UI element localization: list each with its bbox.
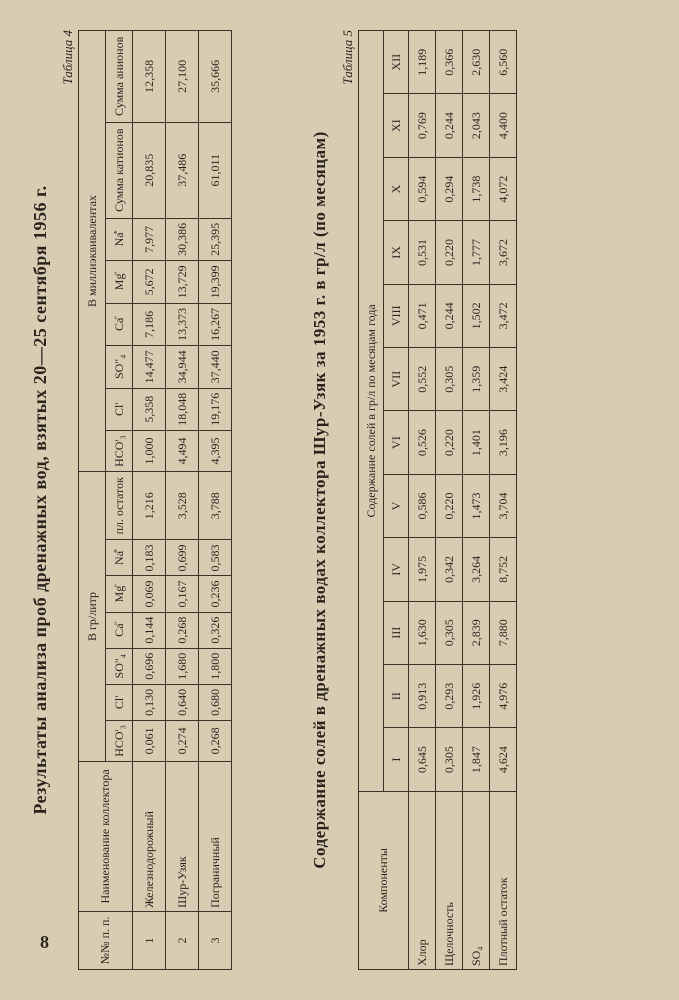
header-month: II [384, 664, 409, 727]
header-month: XI [384, 94, 409, 157]
table-cell: 0,294 [436, 157, 463, 220]
table-cell: 3,196 [490, 411, 517, 474]
table-cell: 0,594 [409, 157, 436, 220]
table-cell: 4,400 [490, 94, 517, 157]
table-cell: 0,645 [409, 728, 436, 791]
header-grl-col: SO"₄ [106, 648, 133, 684]
header-month: XII [384, 31, 409, 94]
table-row [166, 31, 199, 970]
table-cell: 1,777 [463, 221, 490, 284]
table-cell: 1,401 [463, 411, 490, 474]
table-cell: 0,326 [199, 612, 232, 648]
header-meq-col: Сумма катионов [106, 122, 133, 218]
header-grl-col: Cl' [106, 684, 133, 720]
table-cell: 0,552 [409, 348, 436, 411]
table-cell: 1,800 [199, 648, 232, 684]
table-cell: 1,680 [166, 648, 199, 684]
table-row [490, 31, 517, 970]
header-meq-col: HCO'₃ [106, 431, 133, 472]
table-cell: 3,264 [463, 538, 490, 601]
table-row [199, 31, 232, 970]
header-month: VIII [384, 284, 409, 347]
header-meq: В миллиэквивалентах [79, 31, 106, 472]
table5-title: Содержание солей в дренажных водах коллектора Шур-Узяк за 1953 г. в гр/л (по месяцам) [310, 131, 329, 869]
table-cell: 20,835 [133, 122, 166, 218]
table-cell: 1,000 [133, 431, 166, 472]
table-cell: 19,176 [199, 388, 232, 430]
rotated-page-content [20, 20, 660, 980]
table-cell: 0,305 [436, 348, 463, 411]
table-cell: 3,528 [166, 472, 199, 540]
table-cell: 35,666 [199, 31, 232, 123]
header-meq-col: Na̐ [106, 218, 133, 260]
table-cell: 0,167 [166, 576, 199, 612]
header-months-group: Содержание солей в гр/л по месяцам года [359, 31, 384, 792]
table-cell: 4,624 [490, 728, 517, 791]
table-row [436, 31, 463, 970]
table-cell: 0,069 [133, 576, 166, 612]
component-name: Плотный остаток [490, 791, 517, 969]
header-meq-col: SO"₄ [106, 346, 133, 388]
table-cell: 3,788 [199, 472, 232, 540]
table-cell: 16,267 [199, 303, 232, 345]
table-cell: 27,100 [166, 31, 199, 123]
header-num: №№ п. п. [79, 911, 133, 969]
table-cell: 7,880 [490, 601, 517, 664]
component-name: Щелочность [436, 791, 463, 969]
header-meq-col: Сумма анионов [106, 31, 133, 123]
table-cell: 2,839 [463, 601, 490, 664]
table-cell: 13,373 [166, 303, 199, 345]
header-meq-col: Cl' [106, 388, 133, 430]
table4-title: Результаты анализа проб дренажных вод, взятых 20—25 сентября 1956 г. [30, 185, 50, 815]
row-name: Шур-Узяк [166, 761, 199, 911]
table-cell: 12,358 [133, 31, 166, 123]
table-cell: 1,847 [463, 728, 490, 791]
table-cell: 7,977 [133, 218, 166, 260]
table-cell: 0,268 [199, 720, 232, 761]
header-month: VI [384, 411, 409, 474]
table-cell: 0,293 [436, 664, 463, 727]
header-meq-col: Mg̎ [106, 261, 133, 303]
table-cell: 0,366 [436, 31, 463, 94]
table-cell: 4,395 [199, 431, 232, 472]
header-month: III [384, 601, 409, 664]
table-cell: 2,043 [463, 94, 490, 157]
table-row [409, 31, 436, 970]
table-cell: 1,926 [463, 664, 490, 727]
table-cell: 13,729 [166, 261, 199, 303]
table-cell: 0,130 [133, 684, 166, 720]
table-cell: 0,769 [409, 94, 436, 157]
table-row [463, 31, 490, 970]
header-name: Наименование коллектора [79, 761, 133, 911]
header-meq-col: Ca̎ [106, 303, 133, 345]
table-cell: 0,640 [166, 684, 199, 720]
table-cell: 4,976 [490, 664, 517, 727]
table-cell: 4,494 [166, 431, 199, 472]
table-cell: 61,011 [199, 122, 232, 218]
table-cell: 0,471 [409, 284, 436, 347]
header-grl-col: HCO'₃ [106, 720, 133, 761]
header-grl: В гр/литр [79, 472, 106, 762]
table-cell: 0,244 [436, 284, 463, 347]
table-cell: 0,696 [133, 648, 166, 684]
table-cell: 18,048 [166, 388, 199, 430]
table-cell: 25,395 [199, 218, 232, 260]
table-cell: 0,220 [436, 411, 463, 474]
table-cell: 0,305 [436, 601, 463, 664]
table4 [78, 30, 232, 970]
header-grl-col: Na̐ [106, 540, 133, 576]
table-cell: 1,630 [409, 601, 436, 664]
table-cell: 0,526 [409, 411, 436, 474]
table-cell: 0,061 [133, 720, 166, 761]
table-cell: 0,274 [166, 720, 199, 761]
table-cell: 6,560 [490, 31, 517, 94]
table-cell: 0,531 [409, 221, 436, 284]
row-number: 3 [199, 911, 232, 969]
table-cell: 37,440 [199, 346, 232, 388]
header-month: IV [384, 538, 409, 601]
table-cell: 0,342 [436, 538, 463, 601]
row-number: 1 [133, 911, 166, 969]
table-cell: 0,244 [436, 94, 463, 157]
table5-tag: Таблица 5 [340, 30, 355, 85]
table-cell: 0,680 [199, 684, 232, 720]
table-cell: 7,186 [133, 303, 166, 345]
table-cell: 0,913 [409, 664, 436, 727]
table-cell: 37,486 [166, 122, 199, 218]
page-number: 8 [40, 932, 49, 952]
table-cell: 4,072 [490, 157, 517, 220]
table-cell: 30,386 [166, 218, 199, 260]
header-grl-col: Ca̎ [106, 612, 133, 648]
header-grl-col: Mg̎ [106, 576, 133, 612]
table-cell: 1,216 [133, 472, 166, 540]
header-grl-col: пл. остаток [106, 472, 133, 540]
table-cell: 1,189 [409, 31, 436, 94]
table-cell: 3,704 [490, 474, 517, 537]
table-cell: 1,975 [409, 538, 436, 601]
table-cell: 0,220 [436, 474, 463, 537]
component-name: SO₄ [463, 791, 490, 969]
table-cell: 0,699 [166, 540, 199, 576]
header-components: Компоненты [359, 791, 409, 969]
table5 [358, 30, 517, 970]
table-cell: 19,399 [199, 261, 232, 303]
header-month: V [384, 474, 409, 537]
table-cell: 3,472 [490, 284, 517, 347]
table-cell: 5,672 [133, 261, 166, 303]
table4-tag: Таблица 4 [60, 30, 75, 85]
table-cell: 1,502 [463, 284, 490, 347]
table-cell: 1,738 [463, 157, 490, 220]
table-cell: 14,477 [133, 346, 166, 388]
header-month: VII [384, 348, 409, 411]
row-name: Железнодорожный [133, 761, 166, 911]
header-month: I [384, 728, 409, 791]
table-cell: 0,220 [436, 221, 463, 284]
row-name: Пограничный [199, 761, 232, 911]
table-cell: 34,944 [166, 346, 199, 388]
table-cell: 3,424 [490, 348, 517, 411]
table-cell: 1,359 [463, 348, 490, 411]
table-cell: 0,268 [166, 612, 199, 648]
table-cell: 0,144 [133, 612, 166, 648]
table-cell: 2,630 [463, 31, 490, 94]
table-cell: 8,752 [490, 538, 517, 601]
row-number: 2 [166, 911, 199, 969]
table-cell: 0,183 [133, 540, 166, 576]
header-month: X [384, 157, 409, 220]
header-month: IX [384, 221, 409, 284]
table-cell: 0,583 [199, 540, 232, 576]
table-row [133, 31, 166, 970]
table-cell: 1,473 [463, 474, 490, 537]
table-cell: 3,672 [490, 221, 517, 284]
table-cell: 0,305 [436, 728, 463, 791]
component-name: Хлор [409, 791, 436, 969]
table-cell: 0,586 [409, 474, 436, 537]
table-cell: 5,358 [133, 388, 166, 430]
table-cell: 0,236 [199, 576, 232, 612]
